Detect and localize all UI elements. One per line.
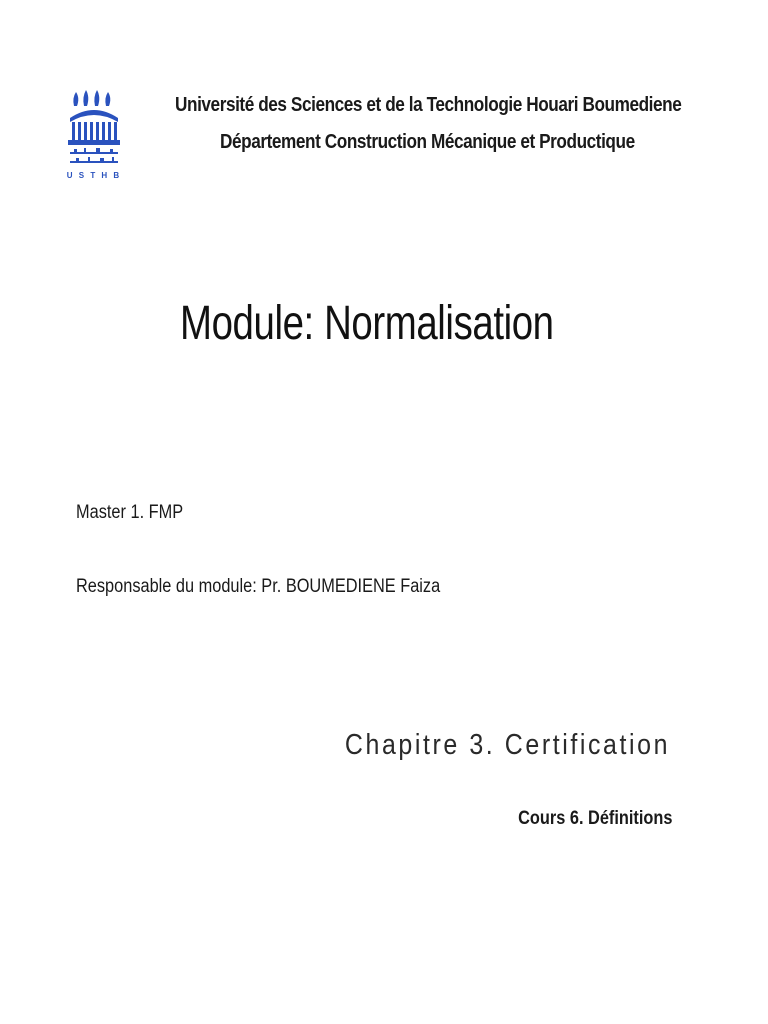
department-name: Département Construction Mécanique et Productique <box>220 131 635 153</box>
chapter-title: Chapitre 3. Certification <box>344 729 670 761</box>
university-name: Université des Sciences et de la Technologie Houari Boumediene <box>175 94 682 116</box>
module-title: Module: Normalisation <box>180 297 554 350</box>
responsible-line: Responsable du module: Pr. BOUMEDIENE Faiza <box>76 576 441 597</box>
svg-text:U S T H B: U S T H B <box>66 171 122 180</box>
usthb-logo-icon <box>66 88 122 184</box>
program-line: Master 1. FMP <box>76 502 184 523</box>
course-title: Cours 6. Définitions <box>517 808 672 829</box>
